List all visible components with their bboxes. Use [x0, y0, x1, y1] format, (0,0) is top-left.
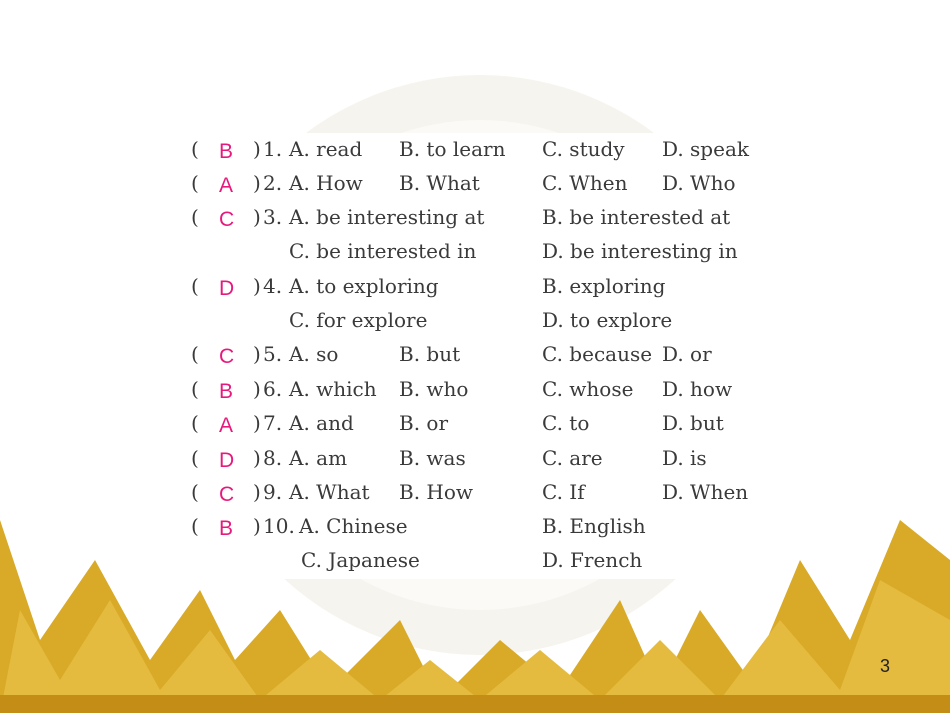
- question-number: 8.: [263, 446, 283, 470]
- question-row-1: [185, 133, 770, 167]
- option-a: A. read: [289, 137, 363, 161]
- option-c: C. to: [542, 411, 590, 435]
- question-row-7: [185, 407, 770, 441]
- answer-letter: B: [219, 140, 234, 163]
- open-paren: (: [191, 205, 199, 229]
- question-number: 10.: [263, 514, 295, 538]
- option-c: C. When: [542, 171, 628, 195]
- quiz-sheet: [185, 133, 770, 579]
- option-b: B. be interested at: [542, 205, 731, 229]
- open-paren: (: [191, 274, 199, 298]
- option-a: A. What: [289, 480, 370, 504]
- question-number: 7.: [263, 411, 283, 435]
- close-paren: ): [253, 205, 261, 229]
- option-b: B. exploring: [542, 274, 666, 298]
- option-c: C. for explore: [289, 308, 428, 332]
- option-b: B. was: [399, 446, 466, 470]
- close-paren: ): [253, 137, 261, 161]
- question-row-4-cont: [185, 304, 770, 338]
- option-a: A. be interesting at: [289, 205, 485, 229]
- option-c: C. be interested in: [289, 239, 477, 263]
- option-c: C. are: [542, 446, 603, 470]
- answer-letter: D: [219, 449, 235, 472]
- question-number: 4.: [263, 274, 283, 298]
- option-a: A. so: [289, 342, 339, 366]
- answer-letter: C: [219, 345, 235, 368]
- question-row-9: [185, 476, 770, 510]
- answer-letter: B: [219, 517, 234, 540]
- option-b: B. but: [399, 342, 461, 366]
- question-row-3: [185, 201, 770, 235]
- option-c: C. Japanese: [301, 548, 420, 572]
- question-row-6: [185, 373, 770, 407]
- option-c: C. If: [542, 480, 585, 504]
- option-c: C. study: [542, 137, 625, 161]
- option-a: A. How: [289, 171, 363, 195]
- open-paren: (: [191, 137, 199, 161]
- close-paren: ): [253, 446, 261, 470]
- open-paren: (: [191, 446, 199, 470]
- option-b: B. How: [399, 480, 474, 504]
- option-a: A. to exploring: [289, 274, 439, 298]
- option-d: D. be interesting in: [542, 239, 738, 263]
- open-paren: (: [191, 171, 199, 195]
- question-number: 5.: [263, 342, 283, 366]
- close-paren: ): [253, 342, 261, 366]
- answer-letter: B: [219, 380, 234, 403]
- answer-letter: A: [219, 174, 234, 197]
- option-c: C. because: [542, 342, 653, 366]
- open-paren: (: [191, 411, 199, 435]
- answer-letter: C: [219, 208, 235, 231]
- option-d: D. is: [662, 446, 707, 470]
- close-paren: ): [253, 480, 261, 504]
- option-d: D. When: [662, 480, 749, 504]
- question-row-10: [185, 510, 770, 544]
- question-number: 3.: [263, 205, 283, 229]
- open-paren: (: [191, 480, 199, 504]
- option-b: B. to learn: [399, 137, 506, 161]
- question-number: 2.: [263, 171, 283, 195]
- question-row-5: [185, 338, 770, 372]
- option-b: B. or: [399, 411, 449, 435]
- option-a: A. which: [289, 377, 377, 401]
- question-number: 1.: [263, 137, 283, 161]
- option-d: D. Who: [662, 171, 736, 195]
- close-paren: ): [253, 377, 261, 401]
- question-row-2: [185, 167, 770, 201]
- question-row-8: [185, 442, 770, 476]
- option-a: A. and: [289, 411, 354, 435]
- option-d: D. speak: [662, 137, 749, 161]
- option-d: D. but: [662, 411, 724, 435]
- close-paren: ): [253, 514, 261, 538]
- question-number: 6.: [263, 377, 283, 401]
- answer-letter: C: [219, 483, 235, 506]
- answer-letter: A: [219, 414, 234, 437]
- question-row-3-cont: [185, 235, 770, 269]
- question-number: 9.: [263, 480, 283, 504]
- option-d: D. French: [542, 548, 643, 572]
- close-paren: ): [253, 411, 261, 435]
- option-d: D. how: [662, 377, 733, 401]
- answer-letter: D: [219, 277, 235, 300]
- option-b: B. English: [542, 514, 646, 538]
- open-paren: (: [191, 514, 199, 538]
- open-paren: (: [191, 342, 199, 366]
- question-row-4: [185, 270, 770, 304]
- option-b: B. What: [399, 171, 480, 195]
- option-b: B. who: [399, 377, 469, 401]
- close-paren: ): [253, 274, 261, 298]
- option-d: D. to explore: [542, 308, 673, 332]
- option-c: C. whose: [542, 377, 634, 401]
- option-d: D. or: [662, 342, 712, 366]
- question-row-10-cont: [185, 544, 770, 578]
- option-a: A. am: [289, 446, 348, 470]
- close-paren: ): [253, 171, 261, 195]
- option-a: A. Chinese: [299, 514, 408, 538]
- open-paren: (: [191, 377, 199, 401]
- page-number: 3: [880, 656, 891, 676]
